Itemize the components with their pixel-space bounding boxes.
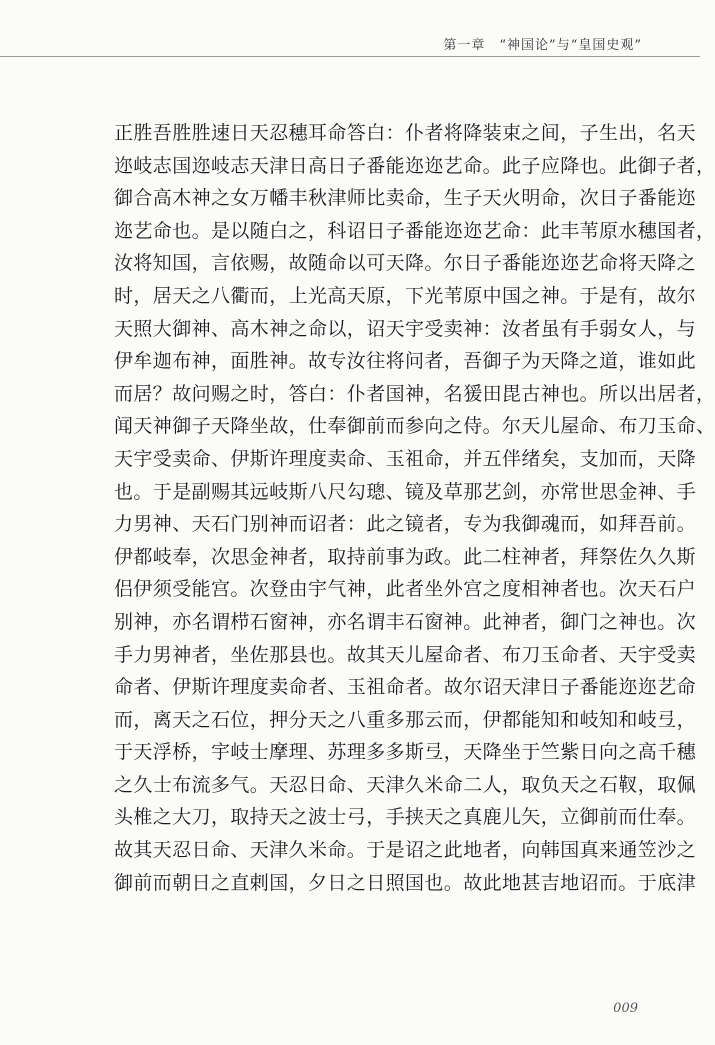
text-line: 御前而朝日之直剌国，夕日之日照国也。故此地甚吉地诏而。于底津 bbox=[114, 871, 697, 894]
text-line: 正胜吾胜胜速日天忍穗耳命答白：仆者将降装束之间，子生出，名天 bbox=[114, 122, 697, 144]
text-line: 力男神、天石门别神而诏者：此之镜者，专为我御魂而，如拜吾前。 bbox=[114, 513, 697, 536]
text-line: 汝将知国，言依赐，故随命以可天降。尔日子番能迩迩艺命将天降之 bbox=[114, 252, 697, 275]
text-line: 故其天忍日命、天津久米命。于是诏之此地者，向韩国真来通笠沙之 bbox=[114, 839, 697, 862]
text-line: 闻天神御子天降坐故，仕奉御前而参向之侍。尔天儿屋命、布刀玉命、 bbox=[114, 415, 715, 438]
header-rule bbox=[0, 56, 700, 57]
text-line: 天照大御神、高木神之命以，诏天宇受卖神：汝者虽有手弱女人，与 bbox=[114, 317, 697, 340]
text-line: 伊牟迦布神，面胜神。故专汝往将问者，吾御子为天降之道，谁如此 bbox=[114, 350, 697, 373]
text-line: 迩岐志国迩岐志天津日高日子番能迩迩艺命。此子应降也。此御子者， bbox=[114, 154, 715, 177]
text-line: 迩艺命也。是以随白之，科诏日子番能迩迩艺命：此丰苇原水穗国者， bbox=[114, 219, 715, 242]
text-line: 别神，亦名谓栉石窗神，亦名谓丰石窗神。此神者，御门之神也。次 bbox=[114, 610, 697, 633]
text-line: 头椎之大刀，取持天之波士弓，手挟天之真鹿儿矢，立御前而仕奉。 bbox=[114, 806, 697, 829]
text-line: 于天浮桥，宇岐士摩理、苏理多多斯弖，天降坐于竺紫日向之高千穗 bbox=[114, 741, 697, 764]
body-text bbox=[114, 117, 715, 899]
text-line: 而居？故问赐之时，答白：仆者国神，名猨田毘古神也。所以出居者， bbox=[114, 382, 715, 405]
text-line: 御合高木神之女万幡丰秋津师比卖命，生子天火明命，次日子番能迩 bbox=[114, 187, 697, 210]
text-line: 时，居天之八衢而，上光高天原，下光苇原中国之神。于是有，故尔 bbox=[114, 284, 697, 307]
text-line: 侣伊须受能宫。次登由宇气神，此者坐外宫之度相神者也。次天石户 bbox=[114, 578, 697, 601]
running-title: 第一章 “神国论”与“皇国史观” bbox=[443, 38, 642, 53]
text-line: 而，离天之石位，押分天之八重多那云而，伊都能知和岐知和岐弖， bbox=[114, 708, 697, 731]
text-line: 天宇受卖命、伊斯许理度卖命、玉祖命，并五伴绪矣，支加而，天降 bbox=[114, 447, 697, 470]
text-line: 手力男神者，坐佐那县也。故其天儿屋命者、布刀玉命者、天宇受卖 bbox=[114, 643, 697, 666]
text-line: 之久士布流多气。天忍日命、天津久米命二人，取负天之石靫，取佩 bbox=[114, 773, 697, 796]
text-line: 命者、伊斯许理度卖命者、玉祖命者。故尔诏天津日子番能迩迩艺命 bbox=[114, 676, 697, 699]
text-line: 伊都岐奉，次思金神者，取持前事为政。此二柱神者，拜祭佐久久斯 bbox=[114, 545, 697, 568]
page-number: 009 bbox=[613, 1001, 638, 1016]
text-line: 也。于是副赐其远岐斯八尺勾璁、镜及草那艺剑，亦常世思金神、手 bbox=[114, 480, 697, 503]
